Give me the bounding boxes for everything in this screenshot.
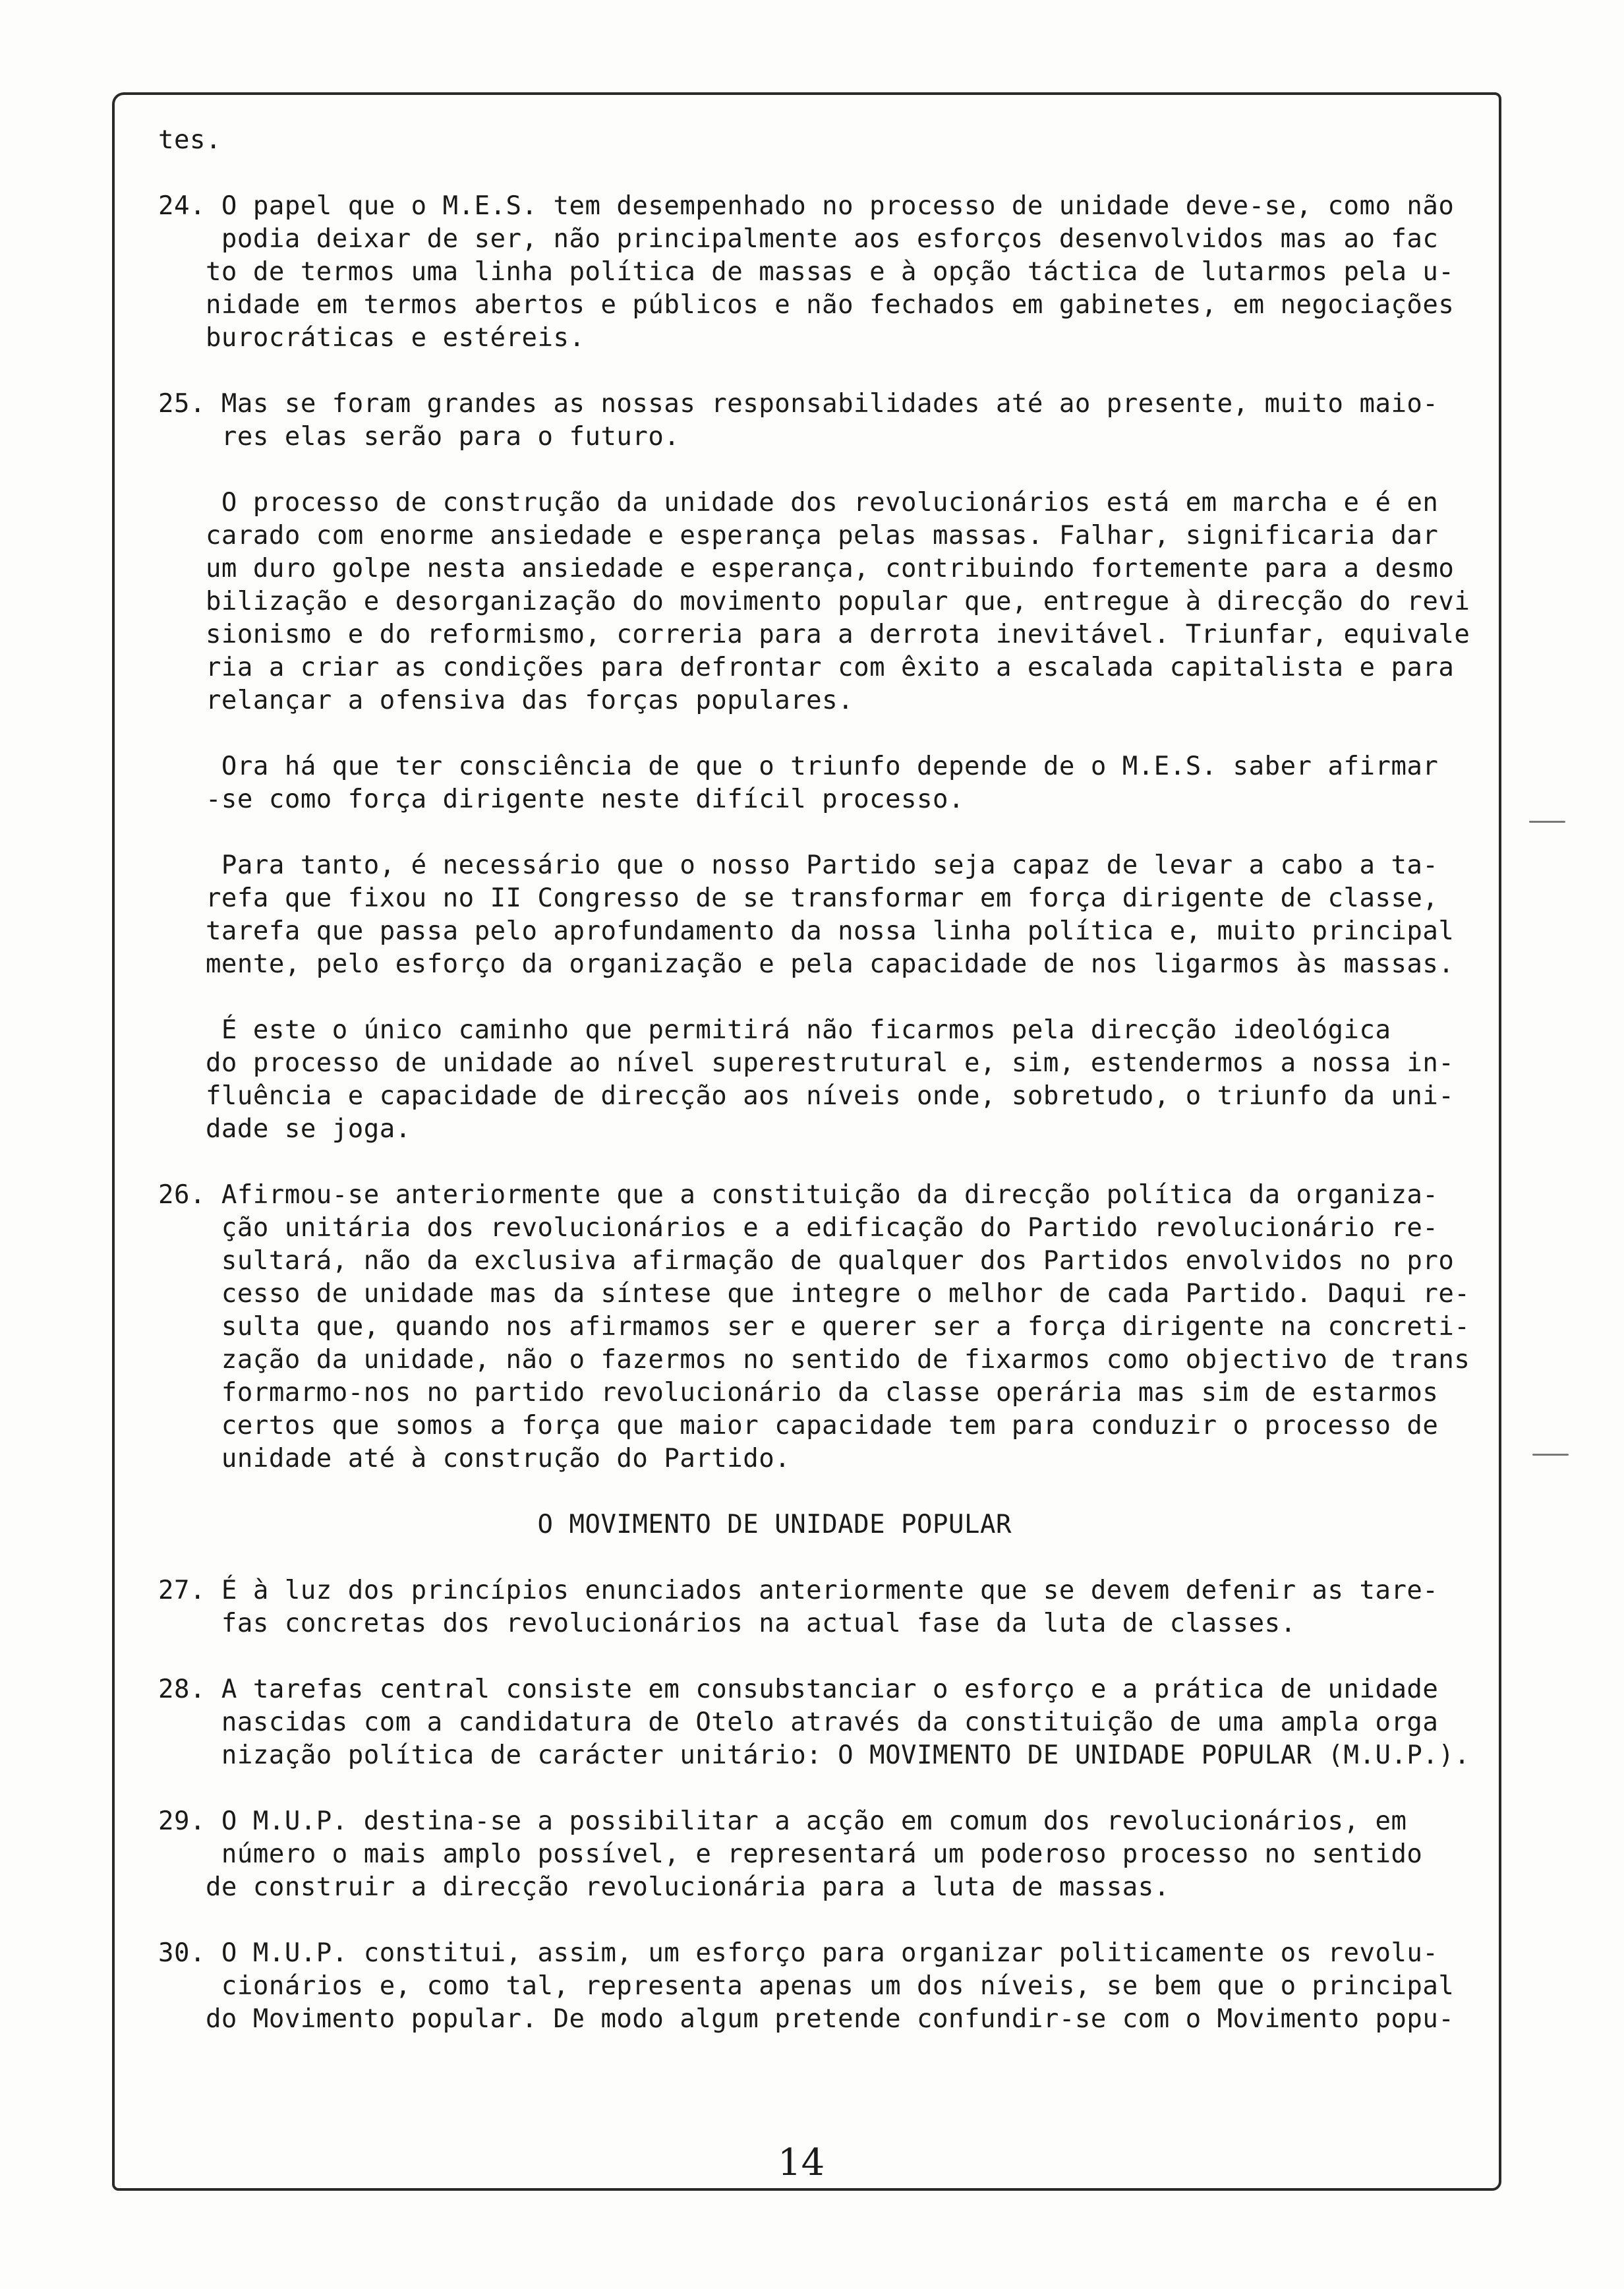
document-body: [158, 124, 1483, 2036]
text-line: número o mais amplo possível, e representará um poderoso processo no sentido: [158, 1839, 1423, 1869]
text-line: 29. O M.U.P. destina-se a possibilitar a acção em comum dos revolucionários, em: [158, 1806, 1407, 1836]
text-line: cionários e, como tal, representa apenas um dos níveis, se bem que o principal: [158, 1971, 1455, 2001]
text-line: 26. Afirmou-se anteriormente que a constituição da direcção política da organiza-: [158, 1180, 1439, 1210]
margin-mark: [1532, 1454, 1569, 1456]
text-line: res elas serão para o futuro.: [158, 422, 680, 452]
text-line: relançar a ofensiva das forças populares.: [158, 686, 854, 715]
text-line: Ora há que ter consciência de que o triunfo depende de o M.E.S. saber afirmar: [158, 752, 1439, 781]
text-line: 24. O papel que o M.E.S. tem desempenhado no processo de unidade deve-se, como não: [158, 191, 1455, 221]
text-line: sultará, não da exclusiva afirmação de qualquer dos Partidos envolvidos no pro: [158, 1246, 1455, 1276]
text-line: fas concretas dos revolucionários na actual fase da luta de classes.: [158, 1609, 1296, 1638]
text-line: tes.: [158, 125, 221, 155]
margin-mark: [1529, 821, 1565, 823]
text-line: mente, pelo esforço da organização e pela capacidade de nos ligarmos às massas.: [158, 949, 1455, 979]
text-line: cesso de unidade mas da síntese que integre o melhor de cada Partido. Daqui re-: [158, 1279, 1470, 1309]
text-line: nização política de carácter unitário: O MOVIMENTO DE UNIDADE POPULAR (M.U.P.).: [158, 1740, 1470, 1770]
text-line: certos que somos a força que maior capacidade tem para conduzir o processo de: [158, 1411, 1439, 1441]
blank-line: [158, 816, 1483, 849]
text-line: dade se joga.: [158, 1114, 411, 1144]
blank-line: [158, 157, 1483, 190]
text-line: refa que fixou no II Congresso de se transformar em força dirigente de classe,: [158, 883, 1439, 913]
text-line: burocráticas e estéreis.: [158, 323, 585, 353]
text-line: podia deixar de ser, não principalmente aos esforços desenvolvidos mas ao fac: [158, 224, 1439, 254]
text-line: O MOVIMENTO DE UNIDADE POPULAR: [158, 1510, 1012, 1539]
text-line: sionismo e do reformismo, correria para a derrota inevitável. Triunfar, equivale: [158, 620, 1470, 649]
blank-line: [158, 1772, 1483, 1805]
text-line: 30. O M.U.P. constitui, assim, um esforço para organizar politicamente os revolu-: [158, 1938, 1439, 1968]
text-line: zação da unidade, não o fazermos no sentido de fixarmos como objectivo de trans: [158, 1345, 1470, 1375]
text-line: nascidas com a candidatura de Otelo através da constituição de uma ampla orga: [158, 1708, 1439, 1737]
blank-line: [158, 1904, 1483, 1937]
blank-line: [158, 1541, 1483, 1574]
text-line: unidade até à construção do Partido.: [158, 1444, 791, 1473]
text-line: um duro golpe nesta ansiedade e esperança, contribuindo fortemente para a desmo: [158, 554, 1455, 583]
text-line: ção unitária dos revolucionários e a edificação do Partido revolucionário re-: [158, 1213, 1439, 1243]
blank-line: [158, 981, 1483, 1014]
text-line: ria a criar as condições para defrontar com êxito a escalada capitalista e para: [158, 653, 1455, 682]
text-line: sulta que, quando nos afirmamos ser e querer ser a força dirigente na concreti-: [158, 1312, 1470, 1342]
text-line: bilização e desorganização do movimento popular que, entregue à direcção do revi: [158, 587, 1470, 616]
text-line: O processo de construção da unidade dos revolucionários está em marcha e é en: [158, 488, 1439, 518]
text-line: fluência e capacidade de direcção aos níveis onde, sobretudo, o triunfo da uni-: [158, 1081, 1455, 1111]
text-line: 28. A tarefas central consiste em consubstanciar o esforço e a prática de unidade: [158, 1675, 1439, 1704]
text-line: formarmo-nos no partido revolucionário da classe operária mas sim de estarmos: [158, 1378, 1439, 1408]
text-line: do Movimento popular. De modo algum pretende confundir-se com o Movimento popu-: [158, 2004, 1455, 2034]
text-line: nidade em termos abertos e públicos e não fechados em gabinetes, em negociações: [158, 290, 1455, 320]
blank-line: [158, 1146, 1483, 1179]
blank-line: [158, 1640, 1483, 1673]
text-line: Para tanto, é necessário que o nosso Partido seja capaz de levar a cabo a ta-: [158, 850, 1439, 880]
page-number: 14: [770, 2141, 832, 2184]
text-line: tarefa que passa pelo aprofundamento da nossa linha política e, muito principal: [158, 916, 1455, 946]
text-line: do processo de unidade ao nível superestrutural e, sim, estendermos a nossa in-: [158, 1048, 1455, 1078]
text-line: de construir a direcção revolucionária para a luta de massas.: [158, 1872, 1170, 1902]
text-line: -se como força dirigente neste difícil processo.: [158, 785, 964, 814]
text-line: É este o único caminho que permitirá não ficarmos pela direcção ideológica: [158, 1015, 1391, 1045]
blank-line: [158, 1475, 1483, 1508]
text-line: carado com enorme ansiedade e esperança pelas massas. Falhar, significaria dar: [158, 521, 1439, 550]
blank-line: [158, 717, 1483, 750]
text-line: to de termos uma linha política de massas e à opção táctica de lutarmos pela u-: [158, 257, 1455, 287]
blank-line: [158, 355, 1483, 388]
text-line: 25. Mas se foram grandes as nossas responsabilidades até ao presente, muito maio-: [158, 389, 1439, 419]
text-line: 27. É à luz dos princípios enunciados anteriormente que se devem defenir as tare-: [158, 1576, 1439, 1605]
blank-line: [158, 454, 1483, 487]
